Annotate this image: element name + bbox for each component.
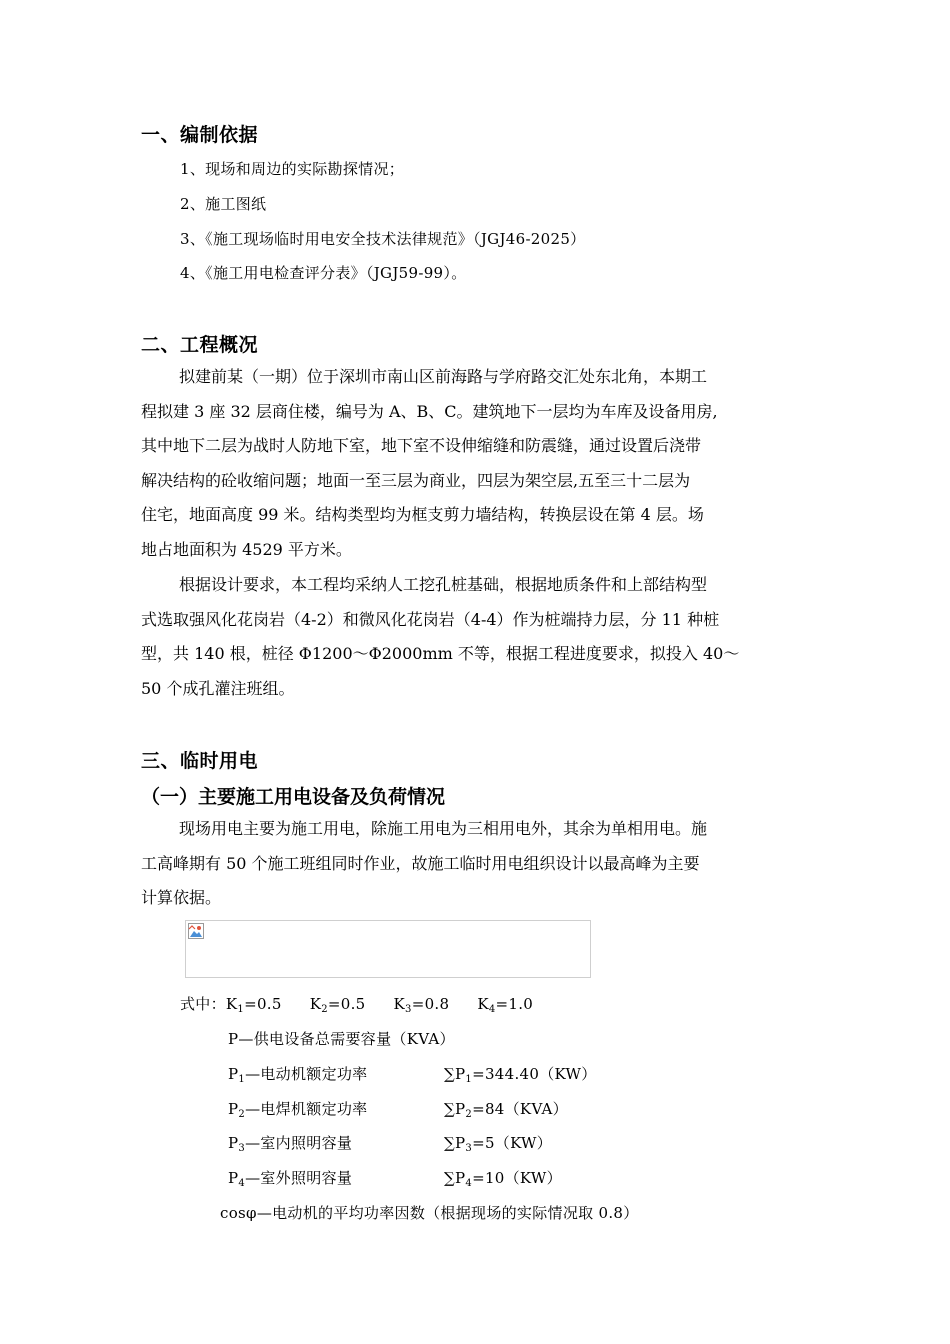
- section-2-paragraph-2: [141, 568, 813, 706]
- text-line: 程拟建 3 座 32 层商住楼，编号为 A、B、C。建筑地下一层均为车库及设备用房,: [141, 401, 718, 421]
- text-line: 工高峰期有 50 个施工班组同时作业，故施工临时用电组织设计以最高峰为主要: [141, 853, 700, 873]
- formula-prefix: 式中：: [180, 995, 226, 1013]
- section-1-item-4: 4、《施工用电检查评分表》（JGJ59-99）。: [180, 264, 467, 282]
- section-3-paragraph: [141, 812, 813, 916]
- section-1-title: 一、编制依据: [141, 124, 259, 146]
- section-2-title: 二、工程概况: [141, 334, 259, 356]
- p-total-definition: P—供电设备总需要容量（KVA）: [228, 1030, 455, 1048]
- text-line: 住宅，地面高度 99 米。结构类型均为框支剪力墙结构，转换层设在第 4 层。场: [141, 505, 704, 525]
- text-line: 解决结构的砼收缩问题；地面一至三层为商业，四层为架空层,五至三十二层为: [141, 470, 691, 490]
- text-line: 根据设计要求，本工程均采纳人工挖孔桩基础，根据地质条件和上部结构型: [179, 575, 708, 594]
- p4-definition: $P_4—$室外照明容量 $\sum P_4=10(KW)$: [228, 1169, 562, 1189]
- coef-k3: $K_3=0.8$: [393, 995, 450, 1015]
- p2-definition: $P_2—$电焊机额定功率 $\sum P_2=84(KVA)$: [228, 1100, 568, 1120]
- section-3-subtitle: （一）主要施工用电设备及负荷情况: [141, 786, 446, 808]
- coef-k1: $K_1=0.5$: [225, 995, 282, 1015]
- coefficients-line: [180, 993, 533, 1015]
- text-line: 型，共 140 根，桩径 Φ1200～Φ2000mm 不等，根据工程进度要求，拟投入 40～: [141, 644, 740, 664]
- p1-definition: $P_1—$电动机额定功率 $\sum P_1=344.40(KW)$: [228, 1065, 597, 1085]
- text-line: 计算依据。: [141, 888, 222, 908]
- text-line: 地占地面积为 4529 平方米。: [141, 539, 352, 559]
- text-line: 其中地下二层为战时人防地下室，地下室不设伸缩缝和防震缝，通过设置后浇带: [141, 436, 702, 456]
- section-1-item-1: 1、现场和周边的实际勘探情况；: [180, 160, 405, 178]
- coef-k4: $K_4=1.0$: [477, 995, 534, 1015]
- cos-phi-definition: cosφ—电动机的平均功率因数（根据现场的实际情况取 0.8）: [220, 1204, 639, 1222]
- section-3-title: 三、临时用电: [141, 750, 259, 772]
- section-2-paragraph-1: [141, 360, 813, 568]
- text-line: 50 个成孔灌注班组。: [141, 678, 295, 698]
- formula-image-placeholder: [185, 920, 591, 978]
- text-line: 式选取强风化花岗岩（4-2）和微风化花岗岩（4-4）作为桩端持力层，分 11 种桩: [141, 609, 720, 629]
- text-line: 拟建前某（一期）位于深圳市南山区前海路与学府路交汇处东北角，本期工: [179, 367, 708, 386]
- broken-image-icon: [188, 923, 204, 939]
- section-1-item-2: 2、施工图纸: [180, 195, 267, 213]
- coef-k2: $K_2=0.5$: [309, 995, 366, 1015]
- section-1-item-3: 3、《施工现场临时用电安全技术法律规范》（JGJ46-2025）: [180, 230, 586, 248]
- text-line: 现场用电主要为施工用电，除施工用电为三相用电外，其余为单相用电。施: [179, 819, 708, 838]
- p3-definition: $P_3—$室内照明容量 $\sum P_3=5(KW)$: [228, 1134, 553, 1154]
